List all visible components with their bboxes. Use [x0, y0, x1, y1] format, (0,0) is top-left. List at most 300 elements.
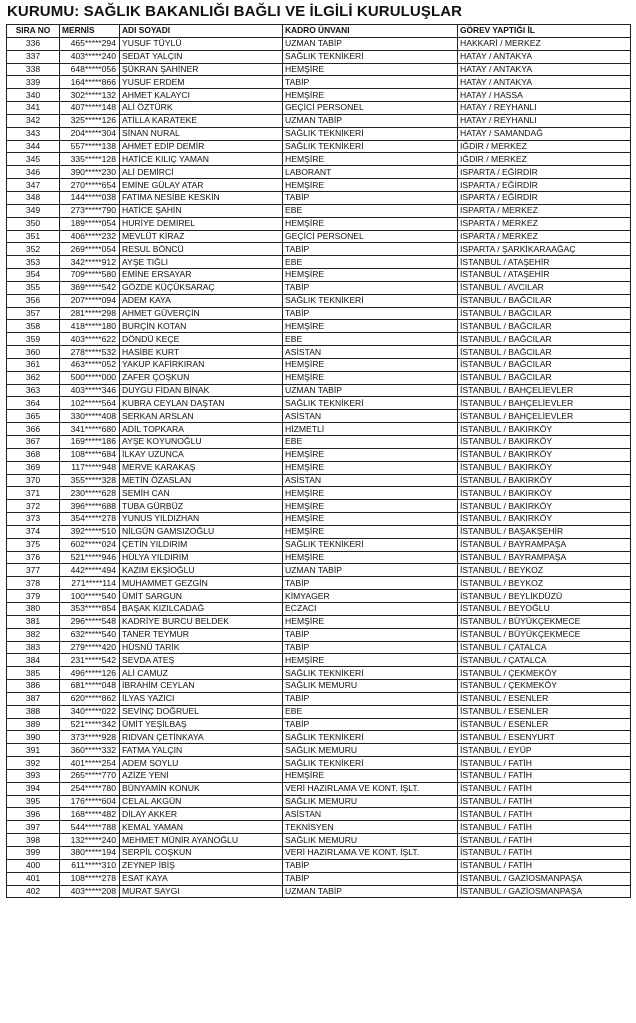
mernis-cell: 271*****114: [60, 577, 120, 590]
gorev-yeri-cell: İSTANBUL / BAKIRKÖY: [458, 474, 631, 487]
table-row: [7, 256, 631, 269]
mernis-cell: 544*****788: [60, 821, 120, 834]
kadro-unvani-cell: TABİP: [283, 243, 458, 256]
adi-soyadi-cell: ALİ ÖZTÜRK: [120, 102, 283, 115]
gorev-yeri-cell: İSTANBUL / BAKIRKÖY: [458, 500, 631, 513]
gorev-yeri-cell: İSTANBUL / FATİH: [458, 795, 631, 808]
mernis-cell: 102*****564: [60, 397, 120, 410]
adi-soyadi-cell: SEDAT YALÇIN: [120, 50, 283, 63]
gorev-yeri-cell: İSTANBUL / ESENLER: [458, 705, 631, 718]
table-row: [7, 63, 631, 76]
adi-soyadi-cell: DİLAY AKKER: [120, 808, 283, 821]
kadro-unvani-cell: SAĞLIK TEKNİKERİ: [283, 731, 458, 744]
mernis-cell: 189*****054: [60, 217, 120, 230]
table-row: [7, 847, 631, 860]
kadro-unvani-cell: HEMŞİRE: [283, 487, 458, 500]
table-row: [7, 346, 631, 359]
adi-soyadi-cell: AZİZE YENİ: [120, 769, 283, 782]
table-row: [7, 487, 631, 500]
gorev-yeri-cell: ISPARTA / EĞİRDİR: [458, 166, 631, 179]
sira-no-cell: 401: [7, 872, 60, 885]
adi-soyadi-cell: ALİ CAMUZ: [120, 667, 283, 680]
kadro-unvani-cell: HEMŞİRE: [283, 525, 458, 538]
kadro-unvani-cell: EBE: [283, 333, 458, 346]
kadro-unvani-cell: TABİP: [283, 692, 458, 705]
mernis-cell: 602*****024: [60, 538, 120, 551]
gorev-yeri-cell: İSTANBUL / ESENLER: [458, 718, 631, 731]
kadro-unvani-cell: TABİP: [283, 628, 458, 641]
mernis-cell: 442*****494: [60, 564, 120, 577]
adi-soyadi-cell: MUHAMMET GEZGİN: [120, 577, 283, 590]
sira-no-cell: 362: [7, 371, 60, 384]
gorev-yeri-cell: İSTANBUL / ATAŞEHİR: [458, 269, 631, 282]
mernis-cell: 403*****346: [60, 384, 120, 397]
sira-no-cell: 392: [7, 757, 60, 770]
gorev-yeri-cell: İSTANBUL / BAKIRKÖY: [458, 423, 631, 436]
mernis-cell: 302*****132: [60, 89, 120, 102]
mernis-cell: 164*****866: [60, 76, 120, 89]
gorev-yeri-cell: ISPARTA / MERKEZ: [458, 230, 631, 243]
sira-no-cell: 338: [7, 63, 60, 76]
adi-soyadi-cell: ADİL TOPKARA: [120, 423, 283, 436]
mernis-cell: 330*****408: [60, 410, 120, 423]
table-row: [7, 397, 631, 410]
table-row: [7, 230, 631, 243]
mernis-cell: 108*****684: [60, 448, 120, 461]
mernis-cell: 500*****000: [60, 371, 120, 384]
kadro-unvani-cell: UZMAN TABİP: [283, 885, 458, 898]
kadro-unvani-cell: GEÇİCİ PERSONEL: [283, 102, 458, 115]
adi-soyadi-cell: EMİNE GÜLAY ATAR: [120, 179, 283, 192]
gorev-yeri-cell: HATAY / HASSA: [458, 89, 631, 102]
kadro-unvani-cell: SAĞLIK TEKNİKERİ: [283, 127, 458, 140]
mernis-cell: 403*****240: [60, 50, 120, 63]
table-row: [7, 448, 631, 461]
gorev-yeri-cell: İSTANBUL / BAKIRKÖY: [458, 461, 631, 474]
gorev-yeri-cell: İSTANBUL / BAKIRKÖY: [458, 436, 631, 449]
table-row: [7, 577, 631, 590]
adi-soyadi-cell: DUYGU FİDAN BİNAK: [120, 384, 283, 397]
adi-soyadi-cell: ZAFER ÇOŞKUN: [120, 371, 283, 384]
mernis-cell: 465*****294: [60, 37, 120, 50]
table-body: [7, 37, 631, 898]
table-row: [7, 602, 631, 615]
sira-no-cell: 357: [7, 307, 60, 320]
sira-no-cell: 373: [7, 513, 60, 526]
header-mernis: MERNİS: [60, 25, 120, 38]
sira-no-cell: 360: [7, 346, 60, 359]
kadro-unvani-cell: SAĞLIK TEKNİKERİ: [283, 294, 458, 307]
adi-soyadi-cell: HATİCE KILIÇ YAMAN: [120, 153, 283, 166]
mernis-cell: 521*****946: [60, 551, 120, 564]
gorev-yeri-cell: İSTANBUL / BAHÇELİEVLER: [458, 397, 631, 410]
gorev-yeri-cell: İSTANBUL / ÇEKMEKÖY: [458, 667, 631, 680]
adi-soyadi-cell: DÖNDÜ KEÇE: [120, 333, 283, 346]
sira-no-cell: 393: [7, 769, 60, 782]
table-row: [7, 705, 631, 718]
mernis-cell: 279*****420: [60, 641, 120, 654]
table-header-row: [7, 25, 631, 38]
kadro-unvani-cell: TABİP: [283, 859, 458, 872]
gorev-yeri-cell: İSTANBUL / BAĞCILAR: [458, 371, 631, 384]
kadro-unvani-cell: SAĞLIK TEKNİKERİ: [283, 397, 458, 410]
kadro-unvani-cell: SAĞLIK MEMURU: [283, 744, 458, 757]
sira-no-cell: 344: [7, 140, 60, 153]
gorev-yeri-cell: İSTANBUL / BAYRAMPAŞA: [458, 538, 631, 551]
gorev-yeri-cell: IĞDIR / MERKEZ: [458, 153, 631, 166]
personnel-table: [6, 24, 631, 898]
sira-no-cell: 369: [7, 461, 60, 474]
sira-no-cell: 353: [7, 256, 60, 269]
mernis-cell: 296*****548: [60, 615, 120, 628]
gorev-yeri-cell: HATAY / ANTAKYA: [458, 50, 631, 63]
gorev-yeri-cell: İSTANBUL / FATİH: [458, 769, 631, 782]
adi-soyadi-cell: FATMA YALÇIN: [120, 744, 283, 757]
mernis-cell: 278*****532: [60, 346, 120, 359]
gorev-yeri-cell: İSTANBUL / BAĞCILAR: [458, 320, 631, 333]
kadro-unvani-cell: HEMŞİRE: [283, 371, 458, 384]
adi-soyadi-cell: AHMET GÜVERÇİN: [120, 307, 283, 320]
sira-no-cell: 361: [7, 358, 60, 371]
sira-no-cell: 400: [7, 859, 60, 872]
adi-soyadi-cell: CELAL AKGÜN: [120, 795, 283, 808]
kadro-unvani-cell: HİZMETLİ: [283, 423, 458, 436]
kadro-unvani-cell: TABİP: [283, 577, 458, 590]
sira-no-cell: 352: [7, 243, 60, 256]
sira-no-cell: 339: [7, 76, 60, 89]
kadro-unvani-cell: GEÇİCİ PERSONEL: [283, 230, 458, 243]
table-row: [7, 76, 631, 89]
table-row: [7, 513, 631, 526]
adi-soyadi-cell: RIDVAN ÇETİNKAYA: [120, 731, 283, 744]
mernis-cell: 230*****628: [60, 487, 120, 500]
sira-no-cell: 347: [7, 179, 60, 192]
kadro-unvani-cell: EBE: [283, 204, 458, 217]
sira-no-cell: 370: [7, 474, 60, 487]
kadro-unvani-cell: SAĞLIK MEMURU: [283, 680, 458, 693]
sira-no-cell: 355: [7, 281, 60, 294]
table-row: [7, 474, 631, 487]
kadro-unvani-cell: LABORANT: [283, 166, 458, 179]
mernis-cell: 342*****912: [60, 256, 120, 269]
kadro-unvani-cell: TABİP: [283, 281, 458, 294]
table-row: [7, 667, 631, 680]
sira-no-cell: 379: [7, 590, 60, 603]
gorev-yeri-cell: İSTANBUL / FATİH: [458, 847, 631, 860]
gorev-yeri-cell: İSTANBUL / BÜYÜKÇEKMECE: [458, 615, 631, 628]
gorev-yeri-cell: İSTANBUL / BAĞCILAR: [458, 358, 631, 371]
gorev-yeri-cell: İSTANBUL / AVCILAR: [458, 281, 631, 294]
sira-no-cell: 340: [7, 89, 60, 102]
mernis-cell: 176*****604: [60, 795, 120, 808]
kadro-unvani-cell: TABİP: [283, 76, 458, 89]
table-row: [7, 50, 631, 63]
adi-soyadi-cell: HÜLYA YILDIRIM: [120, 551, 283, 564]
kadro-unvani-cell: ASİSTAN: [283, 474, 458, 487]
mernis-cell: 108*****278: [60, 872, 120, 885]
adi-soyadi-cell: ADEM KAYA: [120, 294, 283, 307]
table-row: [7, 191, 631, 204]
mernis-cell: 340*****022: [60, 705, 120, 718]
sira-no-cell: 399: [7, 847, 60, 860]
gorev-yeri-cell: HATAY / REYHANLI: [458, 102, 631, 115]
kadro-unvani-cell: SAĞLIK TEKNİKERİ: [283, 667, 458, 680]
sira-no-cell: 380: [7, 602, 60, 615]
mernis-cell: 390*****230: [60, 166, 120, 179]
mernis-cell: 231*****542: [60, 654, 120, 667]
gorev-yeri-cell: İSTANBUL / EYÜP: [458, 744, 631, 757]
kadro-unvani-cell: SAĞLIK TEKNİKERİ: [283, 140, 458, 153]
sira-no-cell: 383: [7, 641, 60, 654]
mernis-cell: 380*****194: [60, 847, 120, 860]
gorev-yeri-cell: İSTANBUL / FATİH: [458, 834, 631, 847]
document-title: KURUMU: SAĞLIK BAKANLIĞI BAĞLI VE İLGİLİ KURULUŞLAR: [7, 3, 463, 20]
table-row: [7, 615, 631, 628]
table-row: [7, 179, 631, 192]
gorev-yeri-cell: İSTANBUL / BAHÇELİEVLER: [458, 384, 631, 397]
kadro-unvani-cell: UZMAN TABİP: [283, 114, 458, 127]
header-adi-soyadi: ADI SOYADI: [120, 25, 283, 38]
kadro-unvani-cell: HEMŞİRE: [283, 448, 458, 461]
mernis-cell: 418*****180: [60, 320, 120, 333]
sira-no-cell: 356: [7, 294, 60, 307]
kadro-unvani-cell: TABİP: [283, 191, 458, 204]
sira-no-cell: 376: [7, 551, 60, 564]
kadro-unvani-cell: VERİ HAZIRLAMA VE KONT. İŞLT.: [283, 847, 458, 860]
adi-soyadi-cell: YUSUF TÜYLÜ: [120, 37, 283, 50]
table-row: [7, 859, 631, 872]
adi-soyadi-cell: SERPİL COŞKUN: [120, 847, 283, 860]
gorev-yeri-cell: İSTANBUL / ÇATALCA: [458, 654, 631, 667]
sira-no-cell: 385: [7, 667, 60, 680]
table-row: [7, 692, 631, 705]
table-row: [7, 680, 631, 693]
adi-soyadi-cell: SEVDA ATEŞ: [120, 654, 283, 667]
table-row: [7, 153, 631, 166]
mernis-cell: 521*****342: [60, 718, 120, 731]
adi-soyadi-cell: KADRİYE BURCU BELDEK: [120, 615, 283, 628]
gorev-yeri-cell: HATAY / REYHANLI: [458, 114, 631, 127]
sira-no-cell: 363: [7, 384, 60, 397]
mernis-cell: 406*****232: [60, 230, 120, 243]
mernis-cell: 265*****770: [60, 769, 120, 782]
gorev-yeri-cell: İSTANBUL / BÜYÜKÇEKMECE: [458, 628, 631, 641]
sira-no-cell: 350: [7, 217, 60, 230]
sira-no-cell: 367: [7, 436, 60, 449]
adi-soyadi-cell: ESAT KAYA: [120, 872, 283, 885]
table-row: [7, 821, 631, 834]
adi-soyadi-cell: MURAT SAYGI: [120, 885, 283, 898]
gorev-yeri-cell: IĞDIR / MERKEZ: [458, 140, 631, 153]
kadro-unvani-cell: HEMŞİRE: [283, 89, 458, 102]
sira-no-cell: 378: [7, 577, 60, 590]
adi-soyadi-cell: ADEM SOYLU: [120, 757, 283, 770]
gorev-yeri-cell: HATAY / ANTAKYA: [458, 63, 631, 76]
gorev-yeri-cell: İSTANBUL / BAĞCILAR: [458, 333, 631, 346]
sira-no-cell: 396: [7, 808, 60, 821]
adi-soyadi-cell: AHMET KALAYCI: [120, 89, 283, 102]
sira-no-cell: 365: [7, 410, 60, 423]
adi-soyadi-cell: EMİNE ERSAYAR: [120, 269, 283, 282]
table-row: [7, 371, 631, 384]
mernis-cell: 254*****780: [60, 782, 120, 795]
sira-no-cell: 345: [7, 153, 60, 166]
sira-no-cell: 381: [7, 615, 60, 628]
mernis-cell: 373*****928: [60, 731, 120, 744]
adi-soyadi-cell: AYŞE KOYUNOĞLU: [120, 436, 283, 449]
table-row: [7, 436, 631, 449]
sira-no-cell: 372: [7, 500, 60, 513]
adi-soyadi-cell: HATİCE ŞAHİN: [120, 204, 283, 217]
kadro-unvani-cell: TABİP: [283, 641, 458, 654]
gorev-yeri-cell: İSTANBUL / BAĞCILAR: [458, 294, 631, 307]
mernis-cell: 709*****580: [60, 269, 120, 282]
adi-soyadi-cell: ZEYNEP İBİŞ: [120, 859, 283, 872]
sira-no-cell: 351: [7, 230, 60, 243]
gorev-yeri-cell: İSTANBUL / BAĞCILAR: [458, 346, 631, 359]
kadro-unvani-cell: TABİP: [283, 872, 458, 885]
table-row: [7, 410, 631, 423]
mernis-cell: 369*****542: [60, 281, 120, 294]
table-row: [7, 795, 631, 808]
mernis-cell: 403*****208: [60, 885, 120, 898]
mernis-cell: 496*****126: [60, 667, 120, 680]
kadro-unvani-cell: HEMŞİRE: [283, 179, 458, 192]
mernis-cell: 620*****862: [60, 692, 120, 705]
mernis-cell: 341*****680: [60, 423, 120, 436]
adi-soyadi-cell: MERVE KARAKAŞ: [120, 461, 283, 474]
table-row: [7, 654, 631, 667]
kadro-unvani-cell: HEMŞİRE: [283, 769, 458, 782]
table-row: [7, 590, 631, 603]
gorev-yeri-cell: İSTANBUL / BEYKOZ: [458, 577, 631, 590]
adi-soyadi-cell: NİLGÜN GAMSIZOĞLU: [120, 525, 283, 538]
table-row: [7, 102, 631, 115]
kadro-unvani-cell: TABİP: [283, 718, 458, 731]
table-row: [7, 333, 631, 346]
adi-soyadi-cell: BÜNYAMİN KONUK: [120, 782, 283, 795]
adi-soyadi-cell: METİN ÖZASLAN: [120, 474, 283, 487]
table-row: [7, 37, 631, 50]
gorev-yeri-cell: İSTANBUL / BEYKOZ: [458, 564, 631, 577]
gorev-yeri-cell: İSTANBUL / FATİH: [458, 757, 631, 770]
adi-soyadi-cell: FATIMA NESİBE KESKİN: [120, 191, 283, 204]
adi-soyadi-cell: RESUL BÖNCÜ: [120, 243, 283, 256]
mernis-cell: 401*****254: [60, 757, 120, 770]
adi-soyadi-cell: YUSUF ERDEM: [120, 76, 283, 89]
gorev-yeri-cell: İSTANBUL / BEYLİKDÜZÜ: [458, 590, 631, 603]
adi-soyadi-cell: YUNUS YILDIZHAN: [120, 513, 283, 526]
gorev-yeri-cell: İSTANBUL / BEYOĞLU: [458, 602, 631, 615]
mernis-cell: 273*****790: [60, 204, 120, 217]
adi-soyadi-cell: YAKUP KAFİRKIRAN: [120, 358, 283, 371]
mernis-cell: 269*****054: [60, 243, 120, 256]
adi-soyadi-cell: İBRAHİM CEYLAN: [120, 680, 283, 693]
table-row: [7, 744, 631, 757]
kadro-unvani-cell: HEMŞİRE: [283, 217, 458, 230]
gorev-yeri-cell: İSTANBUL / ÇEKMEKÖY: [458, 680, 631, 693]
gorev-yeri-cell: İSTANBUL / ATAŞEHİR: [458, 256, 631, 269]
table-row: [7, 551, 631, 564]
mernis-cell: 648*****056: [60, 63, 120, 76]
mernis-cell: 270*****654: [60, 179, 120, 192]
table-row: [7, 808, 631, 821]
mernis-cell: 168*****482: [60, 808, 120, 821]
gorev-yeri-cell: İSTANBUL / ESENYURT: [458, 731, 631, 744]
table-row: [7, 320, 631, 333]
table-row: [7, 782, 631, 795]
mernis-cell: 611*****310: [60, 859, 120, 872]
table-row: [7, 641, 631, 654]
header-sira-no: SIRA NO: [7, 25, 60, 38]
adi-soyadi-cell: AYŞE TIĞLI: [120, 256, 283, 269]
gorev-yeri-cell: ISPARTA / ŞARKİKARAAĞAÇ: [458, 243, 631, 256]
gorev-yeri-cell: İSTANBUL / BAĞCILAR: [458, 307, 631, 320]
mernis-cell: 100*****540: [60, 590, 120, 603]
adi-soyadi-cell: SEVİNÇ DOĞRUEL: [120, 705, 283, 718]
adi-soyadi-cell: MEVLÜT KİRAZ: [120, 230, 283, 243]
sira-no-cell: 389: [7, 718, 60, 731]
kadro-unvani-cell: ASİSTAN: [283, 346, 458, 359]
kadro-unvani-cell: UZMAN TABİP: [283, 564, 458, 577]
sira-no-cell: 374: [7, 525, 60, 538]
adi-soyadi-cell: ÇETİN YILDIRIM: [120, 538, 283, 551]
mernis-cell: 557*****138: [60, 140, 120, 153]
kadro-unvani-cell: EBE: [283, 705, 458, 718]
sira-no-cell: 358: [7, 320, 60, 333]
table-row: [7, 89, 631, 102]
sira-no-cell: 384: [7, 654, 60, 667]
table-row: [7, 757, 631, 770]
gorev-yeri-cell: ISPARTA / EĞİRDİR: [458, 191, 631, 204]
table-row: [7, 500, 631, 513]
adi-soyadi-cell: KUBRA CEYLAN DAŞTAN: [120, 397, 283, 410]
adi-soyadi-cell: ATİLLA KARATEKE: [120, 114, 283, 127]
adi-soyadi-cell: TUBA GÜRBÜZ: [120, 500, 283, 513]
adi-soyadi-cell: KEMAL YAMAN: [120, 821, 283, 834]
gorev-yeri-cell: İSTANBUL / BAKIRKÖY: [458, 513, 631, 526]
sira-no-cell: 368: [7, 448, 60, 461]
sira-no-cell: 382: [7, 628, 60, 641]
kadro-unvani-cell: TEKNİSYEN: [283, 821, 458, 834]
mernis-cell: 281*****298: [60, 307, 120, 320]
table-row: [7, 525, 631, 538]
table-row: [7, 114, 631, 127]
adi-soyadi-cell: AHMET EDİP DEMİR: [120, 140, 283, 153]
mernis-cell: 392*****510: [60, 525, 120, 538]
table-row: [7, 307, 631, 320]
table-row: [7, 885, 631, 898]
kadro-unvani-cell: UZMAN TABİP: [283, 37, 458, 50]
table-row: [7, 834, 631, 847]
mernis-cell: 335*****128: [60, 153, 120, 166]
mernis-cell: 632*****540: [60, 628, 120, 641]
sira-no-cell: 390: [7, 731, 60, 744]
kadro-unvani-cell: HEMŞİRE: [283, 269, 458, 282]
sira-no-cell: 386: [7, 680, 60, 693]
table-row: [7, 358, 631, 371]
sira-no-cell: 341: [7, 102, 60, 115]
kadro-unvani-cell: VERİ HAZIRLAMA VE KONT. İŞLT.: [283, 782, 458, 795]
kadro-unvani-cell: ASİSTAN: [283, 808, 458, 821]
table-row: [7, 384, 631, 397]
table-row: [7, 769, 631, 782]
mernis-cell: 360*****332: [60, 744, 120, 757]
mernis-cell: 132*****240: [60, 834, 120, 847]
adi-soyadi-cell: HÜSNÜ TARİK: [120, 641, 283, 654]
table-row: [7, 718, 631, 731]
gorev-yeri-cell: HATAY / ANTAKYA: [458, 76, 631, 89]
